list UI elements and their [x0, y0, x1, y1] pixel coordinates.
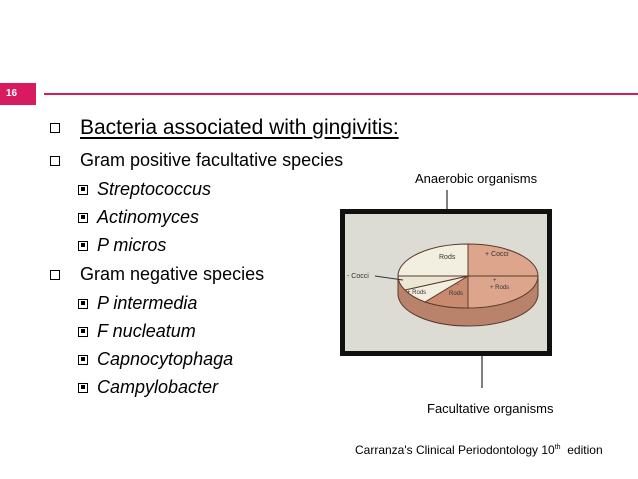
- pie-label: + Rods: [407, 290, 427, 296]
- pie-label: - Cocci: [347, 273, 369, 280]
- citation-superscript: th: [554, 444, 561, 451]
- citation-suffix: edition: [567, 443, 603, 457]
- anaerobic-callout: Anaerobic organisms: [415, 171, 538, 186]
- pie-label: Rods: [439, 254, 456, 261]
- organism-name: Campylobacter: [97, 377, 219, 397]
- citation: [355, 443, 603, 457]
- pie-label: +: [493, 278, 497, 284]
- pie-slice-rods: [398, 244, 468, 276]
- organism-name: F nucleatum: [97, 321, 196, 341]
- pie-slice-plus-cocci: [468, 244, 538, 276]
- slide-number: 16: [0, 83, 36, 105]
- organism-name: Capnocytophaga: [97, 349, 234, 369]
- facultative-callout: Facultative organisms: [427, 401, 554, 416]
- organism-name: P micros: [97, 235, 167, 255]
- pie-illustration: [345, 214, 547, 351]
- pie-label: + Rods: [490, 285, 510, 291]
- organism-name: Actinomyces: [97, 207, 200, 227]
- pie-label: Rods: [449, 291, 464, 297]
- organism-name: P intermedia: [97, 293, 198, 313]
- gram-negative-label: Gram negative species: [80, 264, 265, 284]
- citation-text: Carranza's Clinical Periodontology 10: [355, 443, 555, 457]
- pie-label: -: [457, 282, 459, 288]
- gram-positive-label: Gram positive facultative species: [80, 150, 344, 170]
- pie-figure-frame: [340, 209, 552, 356]
- pie-figure-image: [345, 214, 547, 351]
- pie-label: + Cocci: [485, 251, 509, 258]
- organism-name: Streptococcus: [97, 179, 212, 199]
- gingivitis-heading: Bacteria associated with gingivitis:: [80, 116, 399, 139]
